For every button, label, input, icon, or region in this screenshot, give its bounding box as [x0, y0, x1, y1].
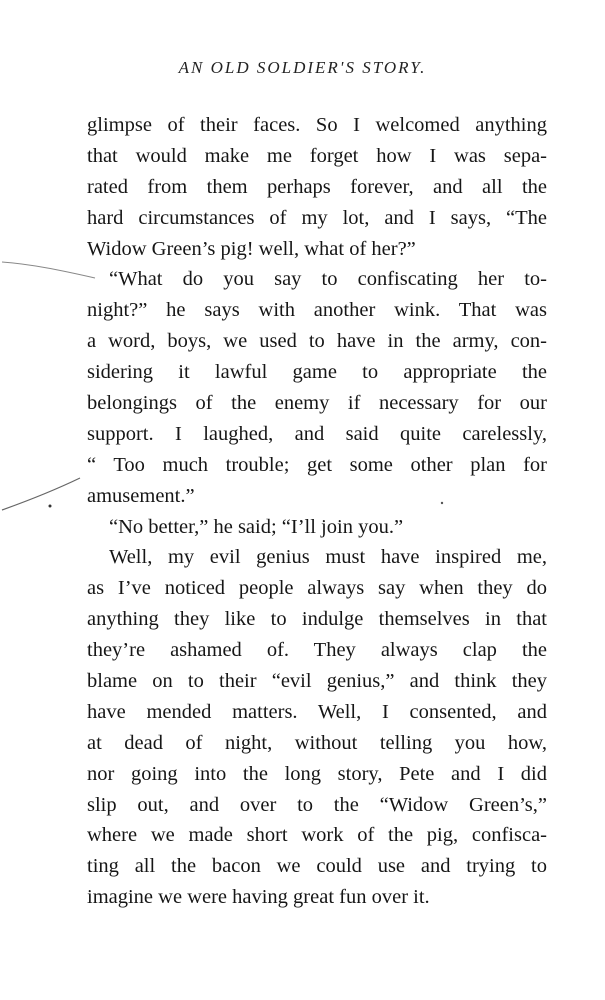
text-line: anything they like to indulge themselves in that [87, 608, 547, 631]
text-line: rated from them perhaps forever, and all the [87, 175, 547, 198]
text-line: “No better,” he said; “I’ll join you.” [109, 515, 404, 538]
text-line: they’re ashamed of. They always clap the [87, 639, 547, 662]
text-line: “ Too much trouble; get some other plan for [87, 453, 547, 476]
text-line: have mended matters. Well, I consented, and [87, 700, 547, 723]
text-line: support. I laughed, and said quite carelessly, [87, 422, 547, 445]
text-line: as I’ve noticed people always say when they do [87, 577, 547, 600]
text-line: at dead of night, without telling you how, [87, 731, 547, 754]
text-line: imagine we were having great fun over it. [87, 886, 430, 909]
text-line: “What do you say to confiscating her to- [109, 268, 547, 291]
pencil-stroke-upper [2, 262, 95, 278]
text-line: a word, boys, we used to have in the army, con- [87, 330, 547, 353]
text-line: glimpse of their faces. So I welcomed anything [87, 114, 547, 136]
text-line: sidering it lawful game to appropriate the [87, 361, 547, 384]
pencil-stroke-lower [2, 478, 80, 510]
text-line: Widow Green’s pig! well, what of her?” [87, 237, 416, 260]
text-line: night?” he says with another wink. That was [87, 299, 547, 322]
text-line: Well, my evil genius must have inspired me, [109, 546, 547, 569]
text-line: nor going into the long story, Pete and I did [87, 762, 547, 785]
body-text [87, 110, 547, 913]
text-line: amusement.” [87, 484, 195, 507]
text-line: blame on to their “evil genius,” and think they [87, 670, 547, 693]
ink-dot [49, 505, 52, 508]
text-line: that would make me forget how I was sepa- [87, 144, 547, 167]
text-line: where we made short work of the pig, confisca- [87, 824, 547, 847]
text-line: hard circumstances of my lot, and I says, “The [87, 206, 547, 229]
text-line: ting all the bacon we could use and trying to [87, 855, 547, 878]
text-line: slip out, and over to the “Widow Green’s,” [87, 793, 547, 816]
running-head: AN OLD SOLDIER'S STORY. [178, 58, 427, 77]
text-line: belongings of the enemy if necessary for our [87, 392, 547, 415]
